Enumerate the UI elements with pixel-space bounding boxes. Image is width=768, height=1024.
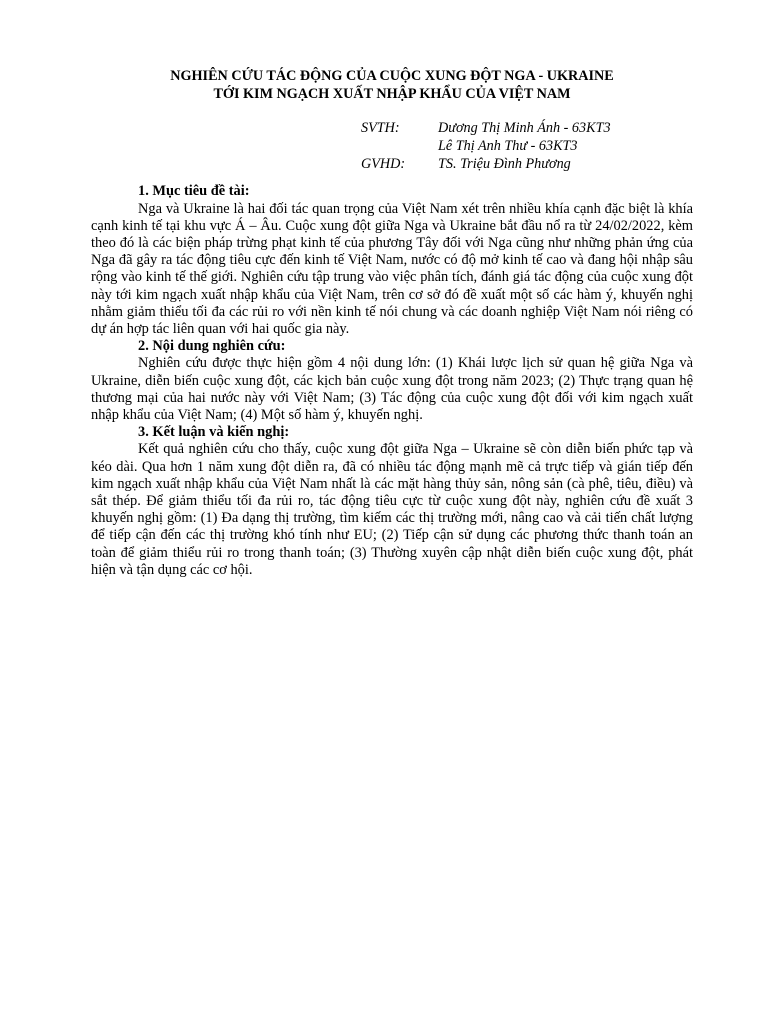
student-name-2: Lê Thị Anh Thư - 63KT3 (438, 137, 578, 154)
section-content (91, 338, 693, 424)
advisor-row (361, 156, 693, 174)
section-heading-content: 2. Nội dung nghiên cứu: (138, 338, 286, 355)
section-body-objectives: Nga và Ukraine là hai đối tác quan trọng của Việt Nam xét trên nhiều khía cạnh đặc biệt là khía cạnh kinh tế tại khu vực Á – Âu. Cuộc xung đột giữa Nga và Ukraine bắt đầu nổ ra từ 24/02/2022, kèm theo đó là các biện pháp trừng phạt kinh tế của phương Tây đối với Nga cũng như những phản ứng của Nga đã gây ra tác động tiêu cực đến kinh tế Việt Nam, nước có độ mở kinh tế cao và đang hội nhập sâu rộng vào kinh tế thế giới. Nghiên cứu tập trung vào việc phân tích, đánh giá tác động của cuộc xung đột này tới kim ngạch xuất nhập khẩu của Việt Nam, trên cơ sở đó đề xuất một số các hàm ý, khuyến nghị nhằm giảm thiểu tối đa các rủi ro với nền kinh tế nói chung và các doanh nghiệp Việt Nam nói riêng có dự án hợp tác liên quan với hai quốc gia này. (91, 200, 693, 338)
section-body-conclusion: Kết quả nghiên cứu cho thấy, cuộc xung đột giữa Nga – Ukraine sẽ còn diễn biến phức tạp và kéo dài. Qua hơn 1 năm xung đột diễn ra, đã có nhiều tác động mạnh mẽ cả trực tiếp và gián tiếp đến kim ngạch xuất nhập khẩu của Việt Nam nhất là các mặt hàng thủy sản, nông sản (cà phê, tiêu, điều) và sắt thép. Để giảm thiểu tối đa rủi ro, tác động tiêu cực từ cuộc xung đột này, nghiên cứu đề xuất 3 khuyến nghị gồm: (1) Đa dạng thị trường, tìm kiếm các thị trường mới, nâng cao và cải tiến chất lượng để tiếp cận đến các thị trường khó tính như EU; (2) Tiếp cận sử dụng các phương thức thanh toán an toàn để giảm thiểu rủi ro trong thanh toán; (3) Thường xuyên cập nhật diễn biến cuộc xung đột, phát hiện và tận dụng các cơ hội. (91, 441, 693, 578)
svth-label: SVTH: (361, 120, 400, 136)
paper-title-line-1: NGHIÊN CỨU TÁC ĐỘNG CỦA CUỘC XUNG ĐỘT NGA - UKRAINE (170, 68, 614, 84)
paper-title (91, 68, 693, 103)
section-objectives (91, 183, 693, 338)
section-body-content: Nghiên cứu được thực hiện gồm 4 nội dung lớn: (1) Khái lược lịch sử quan hệ giữa Nga và Ukraine, diễn biến cuộc xung đột, các kịch bản cuộc xung đột trong năm 2023; (2) Thực trạng quan hệ thương mại của hai nước này với Việt Nam; (3) Tác động của cuộc xung đột đối với kim ngạch xuất nhập khẩu của Việt Nam; (4) Một số hàm ý, khuyến nghị. (91, 355, 693, 424)
section-heading-conclusion: 3. Kết luận và kiến nghị: (138, 424, 290, 441)
paper-title-line-2: TỚI KIM NGẠCH XUẤT NHẬP KHẨU CỦA VIỆT NAM (213, 85, 571, 102)
advisor-name: TS. Triệu Đình Phương (438, 155, 571, 172)
section-heading-objectives: 1. Mục tiêu đề tài: (138, 183, 250, 200)
document-page (91, 68, 693, 579)
gvhd-label: GVHD: (361, 155, 406, 172)
student-name-1: Dương Thị Minh Ánh - 63KT3 (438, 120, 611, 136)
author-block (361, 120, 693, 173)
student-row-2 (361, 138, 693, 156)
section-conclusion (91, 424, 693, 579)
student-row-1 (361, 120, 693, 138)
author-role-spacer (361, 138, 438, 156)
